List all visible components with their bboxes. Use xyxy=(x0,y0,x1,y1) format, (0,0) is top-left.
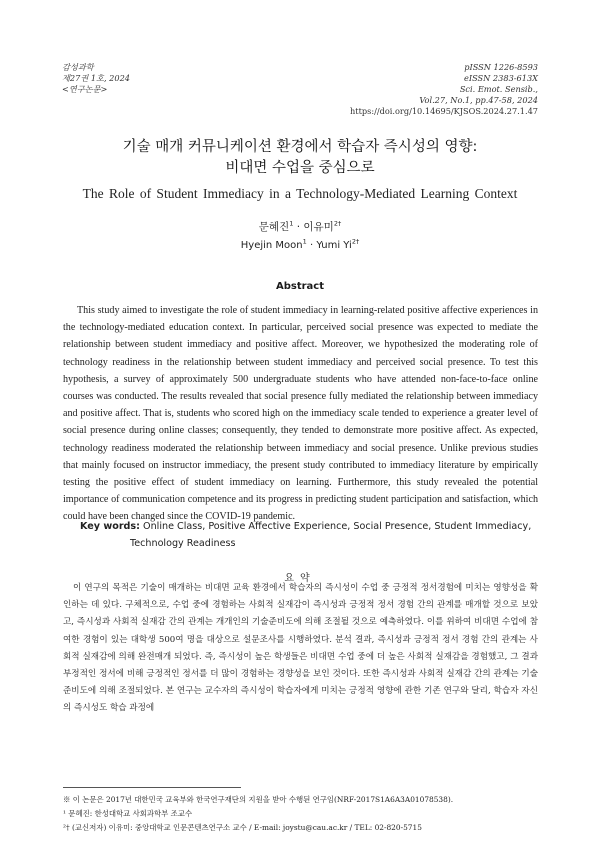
article-type: <연구논문> xyxy=(62,84,108,94)
journal-volume: 제27권 1호, 2024 xyxy=(62,73,130,83)
korean-summary-text: 이 연구의 목적은 기술이 매개하는 비대면 교육 환경에서 학습자의 즉시성이 수업 중 긍정적 정서경험에 미치는 영향성을 확인하는 데 있다. 구체적으로, 수업 중에 경험하는 사회적 실재감이 즉시성과 긍정적 정서 경험 간의 관계를 매개할 것으로 보았고, 즉시성과 사회적 실재감 간의 관계는 개개인의 기술준비도에 의해 조절될 것으로 예측하였다. 이를 위하여 비대면 수업에 참여한 경험이 있는 대학생 500여 명을 대상으로 설문조사를 시행하였다. 분석 결과, 즉시성과 긍정적 정서 경험 간의 관계는 사회적 실재감에 의해 완전매개 되었다. 즉, 즉시성이 높은 학생들은 비대면 수업 중에 더 높은 사회적 실재감을 경험했고, 그 결과 부정적인 정서에 비해 긍정적인 정서를 더 많이 경험하는 경향성을 보인 것이다. 또한 즉시성과 사회적 실재감 간의 관계는 기술준비도에 의해 조절되었다. 본 연구는 교수자의 즉시성이 학습자에게 미치는 긍정적 영향에 관한 기존 연구와 달리, 학습자 자신의 즉시성도 학습 과정에 xyxy=(63,583,538,714)
journal-header-left xyxy=(62,62,130,95)
abstract-text: This study aimed to investigate the role of student immediacy in learning-related positive affective experiences in the technology-mediated education context. In particular, perceived social presence was expected to mediate the relationship between student immediacy and positive affect. Moreover, we hypothesized the moderating role of technology readiness in the relationship between student immediacy and perceived social presence. To test this hypothesis, a survey of approximately 500 undergraduate students who have attended non-face-to-face online courses was conducted. The results revealed that social presence fully mediated the relationship between immediacy and positive affect. That is, students who scored high on the immediacy scale tended to experience a greater level of social presence during online classes; consequently, they tended to demonstrate more positive affect. As expected, technology readiness moderated the relationship between immediacy and social presence. Unlike previous studies that mainly focused on instructor immediacy, the present study contributed to immediacy literature by empirically testing the positive effect of student immediacy on learning. Furthermore, this study revealed the potential importance of communication competence and its progress in predicting student participation and satisfaction, which could have been changed since the COVID-19 pandemic. xyxy=(63,305,538,523)
keywords-label: Key words: xyxy=(80,521,140,532)
keywords xyxy=(80,518,588,552)
author-2-korean: 이유미 xyxy=(303,221,334,233)
author-2-english: Yumi Yi xyxy=(316,240,352,251)
korean-summary-heading: 요약 xyxy=(284,573,316,584)
journal-name: 감성과학 xyxy=(62,62,94,72)
doi-link[interactable]: https://doi.org/10.14695/KJSOS.2024.27.1.47 xyxy=(350,106,538,116)
keywords-list: Online Class, Positive Affective Experience, Social Presence, Student Immediacy, Technology Readiness xyxy=(130,521,532,549)
author-1-english-mark: 1 xyxy=(302,237,307,246)
authors-korean xyxy=(0,219,600,234)
korean-title-line-1: 기술 매개 커뮤니케이션 환경에서 학습자 즉시성의 영향: xyxy=(122,139,478,155)
author-1-footnote: ¹ 문혜진: 한성대학교 사회과학부 조교수 xyxy=(63,809,193,818)
korean-title-line-2: 비대면 수업을 중심으로 xyxy=(225,160,375,176)
volume-pages: Vol.27, No.1, pp.47-58, 2024 xyxy=(419,95,538,105)
journal-abbrev: Sci. Emot. Sensib., xyxy=(459,84,538,94)
korean-title xyxy=(0,137,600,179)
footnote-divider xyxy=(63,787,241,788)
author-1-english: Hyejin Moon xyxy=(240,240,303,251)
pissn: pISSN 1226-8593 xyxy=(464,62,538,72)
journal-header-right xyxy=(350,62,538,117)
english-title: The Role of Student Immediacy in a Technology-Mediated Learning Context xyxy=(82,186,518,201)
author-1-korean: 문혜진 xyxy=(258,221,290,233)
abstract-heading: Abstract xyxy=(275,281,325,292)
corresponding-author-footnote: ²† (교신저자) 이유미: 중앙대학교 인문콘텐츠연구소 교수 / E-mail: joystu@cau.ac.kr / TEL: 02-820-5715 xyxy=(63,823,422,832)
footnotes xyxy=(63,793,543,835)
author-2-english-mark: 2† xyxy=(351,237,360,246)
author-1-affiliation-mark: 1 xyxy=(289,219,294,228)
funding-footnote: ※ 이 논문은 2017년 대한민국 교육부와 한국연구재단의 지원을 받아 수행된 연구임(NRF-2017S1A6A3A01078538). xyxy=(63,795,454,804)
authors-english xyxy=(0,237,600,251)
author-2-affiliation-mark: 2† xyxy=(333,219,342,228)
author-separator: · xyxy=(293,221,304,233)
eissn: eISSN 2383-613X xyxy=(464,73,538,83)
author-separator-english: · xyxy=(306,240,317,251)
